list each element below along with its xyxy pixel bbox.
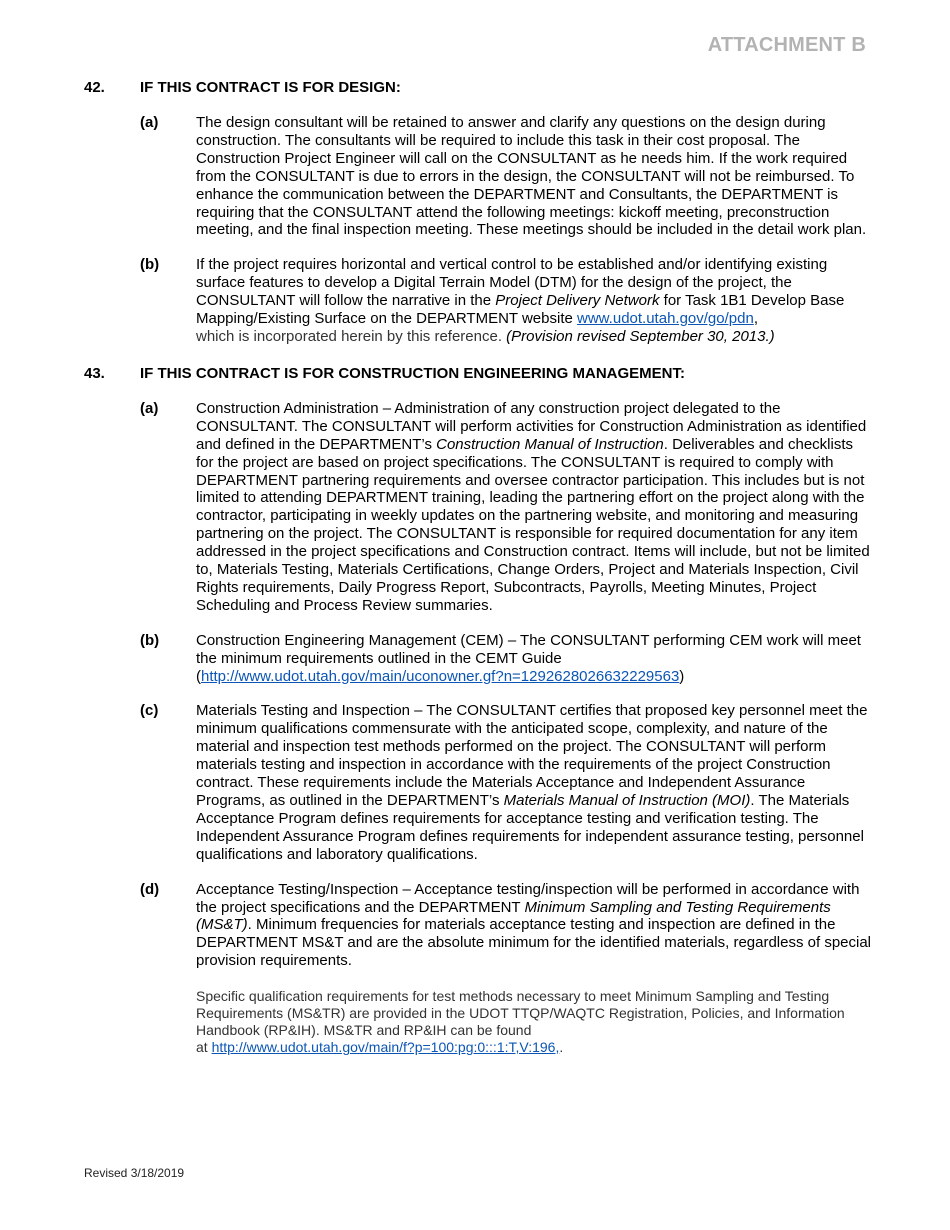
- section-42-heading: [84, 78, 874, 98]
- document-body: [84, 78, 874, 1073]
- revised-footer: Revised 3/18/2019: [84, 1166, 185, 1180]
- item-text: If the project requires horizontal and vertical control to be established and/or identifying existing surface features to develop a Digital Terrain Model (DTM) for the design of the project, the CONSULTANT will follow the narrative in the Project Delivery Network for Task 1B1 Develop Base Mapping/Existing Surface on the DEPARTMENT website www.udot.utah.gov/go/pdn, which is incorporated herein by this reference. (Provision revised September 30, 2013.): [196, 256, 845, 345]
- italic-title: Materials Manual of Instruction (MOI): [503, 792, 751, 809]
- item-letter: (d): [140, 880, 160, 898]
- item-body: [196, 702, 874, 863]
- item-text: The design consultant will be retained to answer and clarify any questions on the design during construction. The consultants will be required to include this task in their cost proposal. The Construction Project Engineer will call on the CONSULTANT as he needs him. If the work required from the CONSULTANT is due to errors in the design, the CONSULTANT will not be reimbursed. To enhance the communication between the DEPARTMENT and Consultants, the DEPARTMENT is requiring that the CONSULTANT attend the following meetings: kickoff meeting, preconstruction meeting, and the final inspection meeting. These meetings should be included in the detail work plan.: [196, 114, 867, 239]
- section-42-item-a: [140, 114, 874, 239]
- section-43-item-d: [140, 881, 874, 1057]
- item-body: [196, 881, 874, 1057]
- item-text: Acceptance Testing/Inspection – Acceptance testing/inspection will be performed in accordance with the project specifications and the DEPARTMENT Minimum Sampling and Testing Requirements (MS&T). Minimum frequencies for materials acceptance testing and inspection are defined in the DEPARTMENT MS&T and are the absolute minimum for the identified materials, regardless of special provision requirements.: [196, 880, 872, 970]
- item-letter: (b): [140, 256, 160, 274]
- section-43-item-b: [140, 632, 874, 686]
- italic-title: Minimum Sampling and Testing Requirements (MS&T): [196, 898, 831, 934]
- italic-title: Project Delivery Network: [495, 292, 660, 310]
- item-body: [196, 400, 874, 615]
- section-43-item-a: [140, 400, 874, 615]
- italic-title: Construction Manual of Instruction: [436, 435, 664, 453]
- item-letter: (b): [140, 631, 160, 649]
- item-text: Materials Testing and Inspection – The CONSULTANT certifies that proposed key personnel meet the minimum qualifications commensurate with the anticipated scope, complexity, and nature of the material and inspection test methods performed on the project. The CONSULTANT will perform materials testing and inspection in accordance with the requirements of the project Construction contract. These requirements include the Materials Acceptance and Independent Assurance Programs, as outlined in the DEPARTMENT’s Materials Manual of Instruction (MOI). The Materials Acceptance Program defines requirements for acceptance testing and verification testing. The Independent Assurance Program defines requirements for independent assurance testing, personnel qualifications and laboratory qualifications.: [196, 702, 868, 863]
- pdn-link[interactable]: www.udot.utah.gov/go/pdn: [577, 310, 754, 328]
- item-letter: (a): [140, 399, 159, 417]
- item-letter: (a): [140, 114, 159, 131]
- section-43-heading: [84, 364, 874, 384]
- section-42-item-b: [140, 256, 874, 346]
- item-body: [196, 632, 874, 686]
- section-number: 43.: [84, 364, 105, 382]
- section-number: 42.: [84, 79, 105, 96]
- item-body: [196, 256, 874, 346]
- qualification-note: Specific qualification requirements for test methods necessary to meet Minimum Sampling and Testing Requirements (MS&TR) are provided in the UDOT TTQP/WAQTC Registration, Policies, and Information Handbook (RP&IH). MS&TR and RP&IH can be found at http://www.udot.utah.gov/main/f?p=100:pg:0:::1:T,V:196,.: [196, 988, 845, 1056]
- provision-revised-note: (Provision revised September 30, 2013.): [506, 327, 775, 345]
- item-letter: (c): [140, 702, 159, 720]
- item-text: Construction Administration – Administration of any construction project delegated to the CONSULTANT. The CONSULTANT will perform activities for Construction Administration as identified and defined in the DEPARTMENT’s Construction Manual of Instruction. Deliverables and checklists for the project are based on project specifications. The CONSULTANT is required to comply with DEPARTMENT partnering requirements and oversee contractor participation. This includes but is not limited to attending DEPARTMENT training, leading the partnering effort on the project along with the contractor, participating in weekly updates on the partnering website, and monitoring and measuring partnering on the project. The CONSULTANT is responsible for required documentation for any item addressed in the project specifications and Construction contract. Items will include, but not be limited to, Materials Testing, Materials Certifications, Change Orders, Project and Materials Inspection, Civil Rights requirements, Daily Progress Report, Subcontracts, Payrolls, Meeting Minutes, Project Scheduling and Process Review summaries.: [196, 399, 870, 614]
- section-title: IF THIS CONTRACT IS FOR DESIGN:: [140, 79, 401, 96]
- rpih-link[interactable]: http://www.udot.utah.gov/main/f?p=100:pg:0:::1:T,V:196,: [211, 1039, 560, 1056]
- cemt-guide-link[interactable]: http://www.udot.utah.gov/main/uconowner.gf?n=1292628026632229563: [201, 667, 680, 685]
- section-title: IF THIS CONTRACT IS FOR CONSTRUCTION ENGINEERING MANAGEMENT:: [140, 364, 685, 382]
- attachment-label: ATTACHMENT B: [707, 34, 866, 56]
- item-body: [196, 114, 874, 239]
- section-43-item-c: [140, 702, 874, 863]
- item-text: Construction Engineering Management (CEM) – The CONSULTANT performing CEM work will meet the minimum requirements outlined in the CEMT Guide (http://www.udot.utah.gov/main/uconowner.gf?n=1292628026632229563): [196, 631, 861, 685]
